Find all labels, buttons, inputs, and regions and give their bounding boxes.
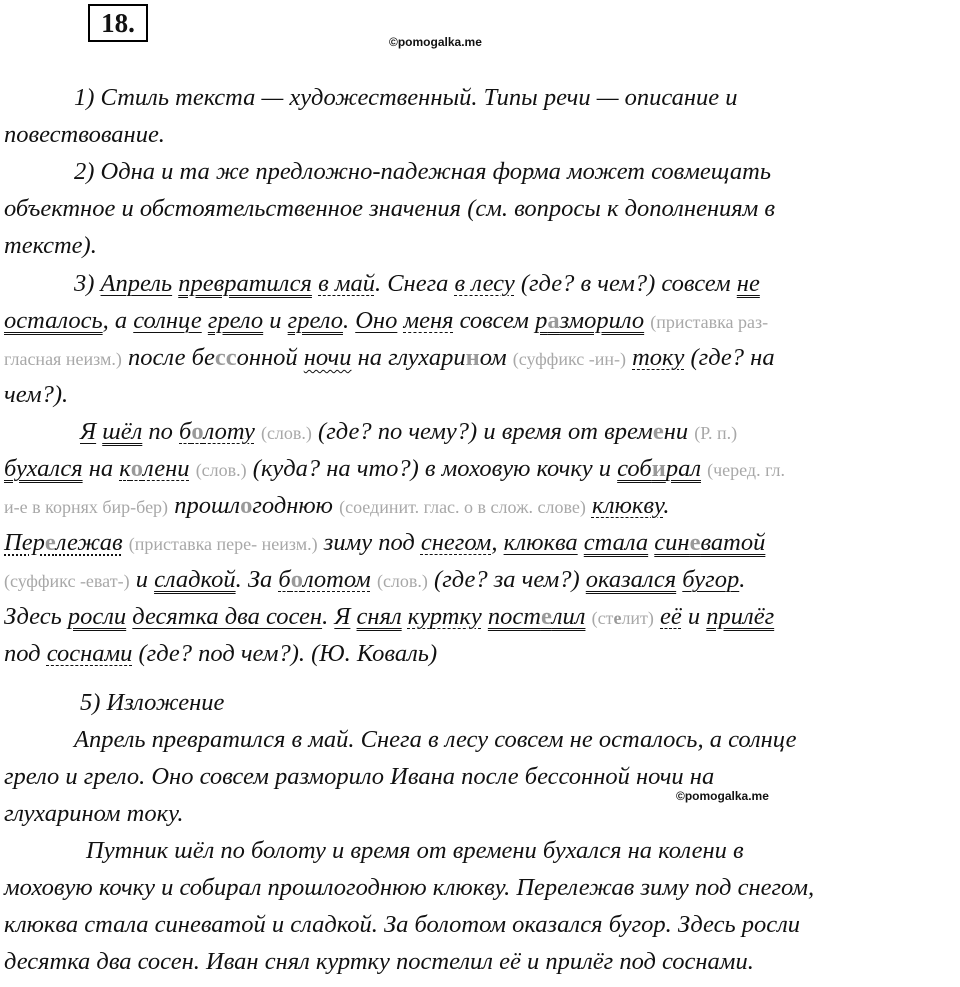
paragraph-1 [4, 79, 959, 153]
text-line: гласная неизм.) после бессонной ночи на глухарином (суффикс -ин-) току (где? на [4, 344, 775, 371]
text-line: моховую кочку и собирал прошлогоднюю клюкву. Перележав зиму под снегом, [4, 874, 815, 901]
text-line: 3) Апрель превратился в май. Снега в лесу (где? в чем?) совсем не [74, 270, 760, 297]
text-line: Здесь росли десятка два сосен. Я снял куртку постелил (стелит) её и прилёг [4, 603, 775, 630]
text-line: 1) Стиль текста — художественный. Типы речи — описание и [74, 84, 738, 111]
paragraph-3-analysis [4, 265, 959, 672]
text-line: тексте). [4, 232, 97, 259]
text-line: Перележав (приставка пере- неизм.) зиму под снегом, клюква стала синеватой [4, 529, 766, 556]
paragraph-2 [4, 153, 959, 264]
text-line: осталось, а солнце грело и грело. Оно меня совсем разморило (приставка раз- [4, 307, 769, 334]
text-line: (суффикс -еват-) и сладкой. За болотом (слов.) (где? за чем?) оказался бугор. [4, 566, 746, 593]
section-heading: 5) Изложение [80, 689, 225, 716]
watermark-top: ©pomogalka.me [389, 35, 482, 49]
text-line: под соснами (где? под чем?). (Ю. Коваль) [4, 640, 438, 667]
task-number: 18. [88, 4, 148, 42]
text-line: объектное и обстоятельственное значения (см. вопросы к дополнениям в [4, 195, 776, 222]
text-line: и-е в корнях бир-бер) прошлогоднюю (соединит. глас. о в слож. слове) клюкву. [4, 492, 670, 519]
text-line: Путник шёл по болоту и время от времени бухался на колени в [86, 837, 744, 864]
text-line: чем?). [4, 381, 69, 408]
text-line: десятка два сосен. Иван снял куртку постелил её и прилёг под соснами. [4, 948, 754, 975]
text-line: 2) Одна и та же предложно-падежная форма может совмещать [74, 158, 771, 185]
text-line: клюква стала синеватой и сладкой. За болотом оказался бугор. Здесь росли [4, 911, 801, 938]
text-line: Апрель превратился в май. Снега в лесу совсем не осталось, а солнце [74, 726, 797, 753]
paragraph-5-retelling [4, 684, 959, 980]
watermark-middle: ©pomogalka.me [676, 789, 769, 803]
text-line: повествование. [4, 121, 165, 148]
text-line: Я шёл по болоту (слов.) (где? по чему?) и время от времени (Р. п.) [80, 418, 738, 445]
text-line: глухарином току. [4, 800, 184, 827]
text-line: грело и грело. Оно совсем разморило Ивана после бессонной ночи на [4, 763, 715, 790]
text-line: бухался на колени (слов.) (куда? на что?) в моховую кочку и собирал (черед. гл. [4, 455, 786, 482]
